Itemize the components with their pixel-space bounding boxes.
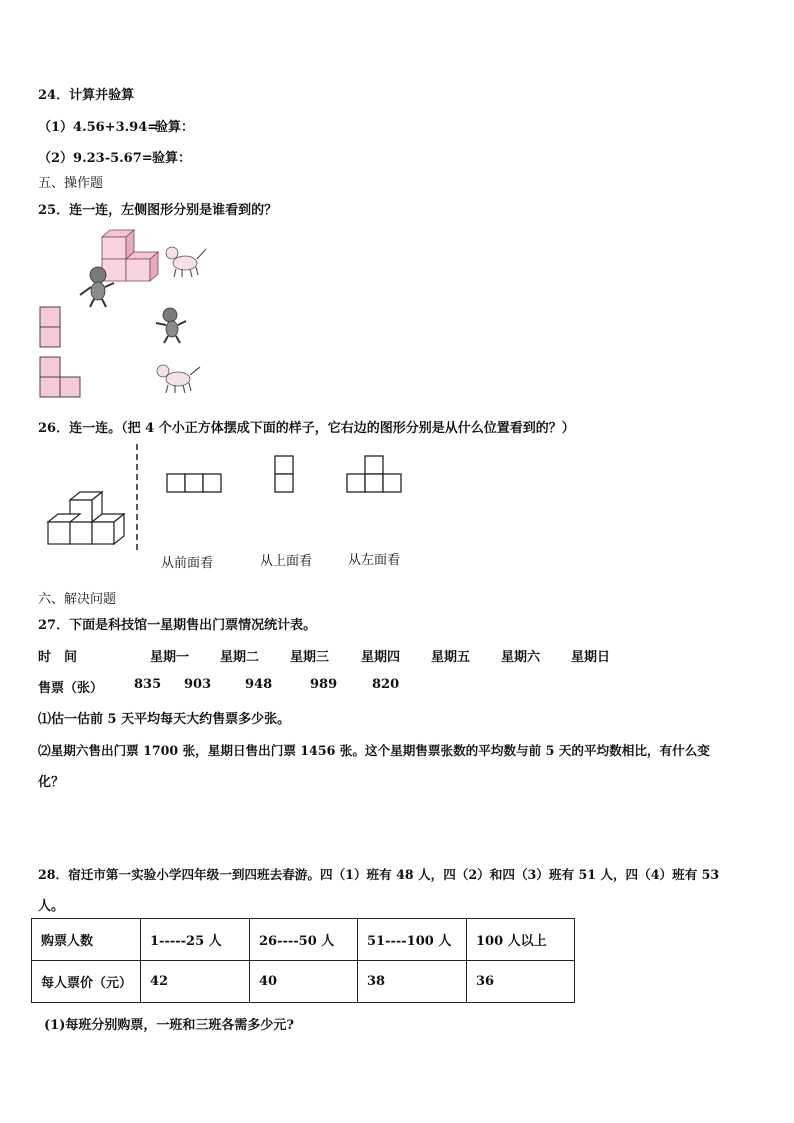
- q25-title: 25．连一连，左侧图形分别是谁看到的？: [38, 203, 278, 218]
- dog-icon: [166, 247, 206, 277]
- view-t-shape: [347, 456, 401, 492]
- table-cell: 26----50 人: [250, 919, 358, 961]
- q27-sale: 948: [245, 677, 273, 692]
- table-cell: 100 人以上: [467, 919, 575, 961]
- q24-line2-check: 验算：: [152, 151, 192, 166]
- q27-day: 星期六: [501, 650, 541, 665]
- q26-label-front: 从前面看: [161, 556, 214, 571]
- q24-line1-check: 验算：: [155, 120, 195, 135]
- q24-title: 24．计算并验算: [38, 88, 135, 103]
- table-cell: 40: [250, 961, 358, 1003]
- q26-title: 26．连一连。（把 4 个小正方体摆成下面的样子，它右边的图形分别是从什么位置看到的？）: [38, 421, 575, 436]
- q26-label-top: 从上面看: [260, 554, 313, 569]
- q27-sale: 903: [184, 677, 212, 692]
- monkey-icon: [156, 308, 186, 343]
- table-cell: 每人票价（元）: [32, 961, 141, 1003]
- q27-row2-header: 售票（张）: [38, 681, 104, 696]
- q27-sale: 835: [134, 677, 162, 692]
- q27-day: 星期三: [290, 650, 330, 665]
- q27-sale: 989: [310, 677, 338, 692]
- q24-line2: （2）9.23-5.67=: [38, 151, 153, 166]
- q28-sub1: (1)每班分别购票，一班和三班各需多少元?: [44, 1018, 294, 1033]
- table-cell: 购票人数: [32, 919, 141, 961]
- q27-sub1: ⑴估一估前 5 天平均每天大约售票多少张。: [38, 712, 291, 727]
- view-two-column: [275, 456, 293, 492]
- table-cell: 51----100 人: [358, 919, 467, 961]
- table-cell: 42: [141, 961, 250, 1003]
- q24-line1: （1）4.56+3.94=: [38, 120, 159, 135]
- q27-title: 27．下面是科技馆一星期售出门票情况统计表。: [38, 618, 317, 633]
- q28-line1: 28．宿迁市第一实验小学四年级一到四班去春游。四（1）班有 48 人，四（2）和四（3）班有 51 人，四（4）班有 53: [38, 867, 720, 882]
- q28-line2: 人。: [38, 899, 65, 914]
- view-l-shape: [40, 357, 80, 397]
- q27-day: 星期二: [220, 650, 260, 665]
- q27-sub2-line2: 化？: [38, 775, 65, 790]
- q27-day: 星期一: [150, 650, 190, 665]
- cube-arrangement: [48, 492, 124, 544]
- q26-label-left: 从左面看: [348, 553, 401, 568]
- table-cell: 1-----25 人: [141, 919, 250, 961]
- table-cell: 36: [467, 961, 575, 1003]
- q27-sale: 820: [372, 677, 400, 692]
- q27-sub2-line1: ⑵星期六售出门票 1700 张，星期日售出门票 1456 张。这个星期售票张数的平均数与前 5 天的平均数相比，有什么变: [38, 743, 710, 758]
- q27-day: 星期四: [361, 650, 401, 665]
- section5-title: 五、操作题: [38, 176, 104, 191]
- dog-icon: [157, 365, 200, 393]
- section6-title: 六、解决问题: [38, 592, 117, 607]
- table-cell: 38: [358, 961, 467, 1003]
- table-row: [32, 961, 575, 1003]
- q27-row1-header: 时 间: [38, 650, 78, 665]
- q27-day: 星期日: [571, 650, 611, 665]
- pink-cube-stack: [102, 230, 158, 281]
- view-two-stacked: [40, 307, 60, 347]
- q27-day: 星期五: [431, 650, 471, 665]
- ticket-price-table: [31, 918, 575, 1003]
- view-three-row: [167, 474, 221, 492]
- table-row: [32, 919, 575, 961]
- q25-figure: [30, 225, 230, 405]
